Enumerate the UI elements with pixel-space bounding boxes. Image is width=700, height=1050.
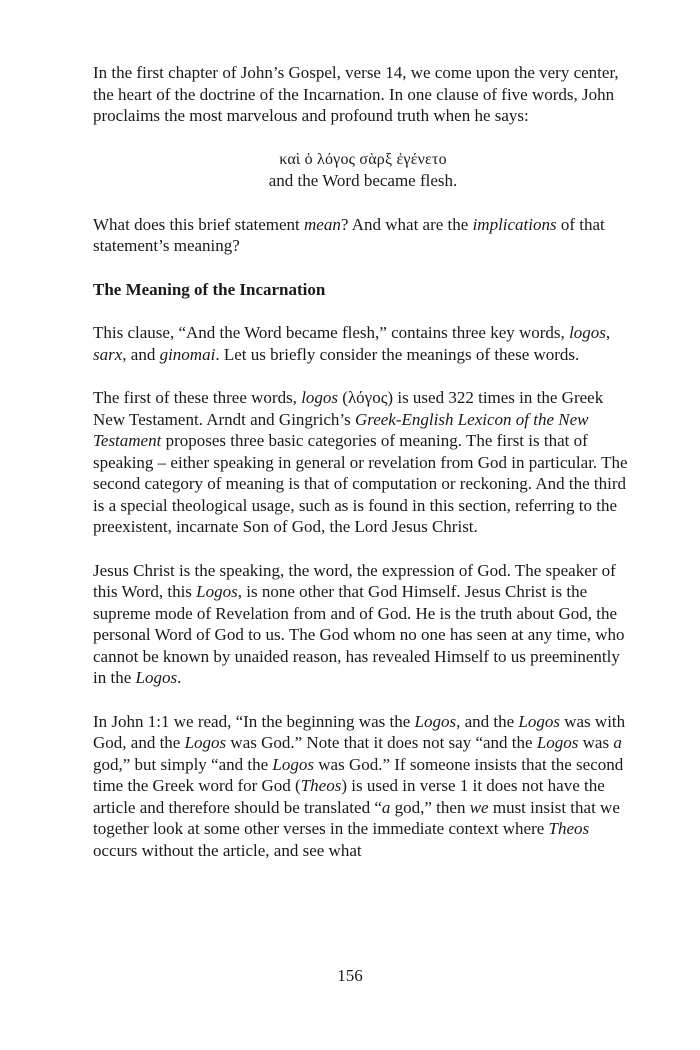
question-paragraph: What does this brief statement mean? And what are the implications of that statement’s meaning? xyxy=(93,214,605,255)
page-number: 156 xyxy=(337,966,363,985)
greek-text: καὶ ὁ λόγος σὰρξ ἐγένετο xyxy=(279,150,447,168)
section-heading: The Meaning of the Incarnation xyxy=(93,279,326,299)
logos-paragraph: The first of these three words, logos (λόγος) is used 322 times in the Greek New Testament. Arndt and Gingrich’s Greek-English Lexicon of the New Testament proposes three basic categories of meaning. The first is that of speaking – either speaking in general or revelation from God in particular. The second category of meaning is that of computation or reckoning. And the third is a special theological usage, such as is found in this section, referring to the preexistent, incarnate Son of God, the Lord Jesus Christ. xyxy=(93,388,628,536)
intro-paragraph: In the first chapter of John’s Gospel, verse 14, we come upon the very center, the heart of the doctrine of the Incarnation. In one clause of five words, John proclaims the most marvelous and profound truth when he says: xyxy=(93,63,619,125)
john-paragraph: In John 1:1 we read, “In the beginning was the Logos, and the Logos was with God, and the Logos was God.” Note that it does not say “and the Logos was a god,” but simply “and the Logos was God.” If someone insists that the second time the Greek word for God (Theos) is used in verse 1 it does not have the article and therefore should be translated “a god,” then we must insist that we together look at some other verses in the immediate context where Theos occurs without the article, and see what xyxy=(93,711,626,860)
clause-paragraph: This clause, “And the Word became flesh,” contains three key words, logos, sarx, and ginomai. Let us briefly consider the meanings of these words. xyxy=(93,323,611,364)
jesus-paragraph: Jesus Christ is the speaking, the word, the expression of God. The speaker of this Word, this Logos, is none other that God Himself. Jesus Christ is the supreme mode of Revelation from and of God. He is the truth about God, the personal Word of God to us. The God whom no one has seen at any time, who cannot be known by unaided reason, has revealed Himself to us preeminently in the Logos. xyxy=(93,560,625,687)
english-translation: and the Word became flesh. xyxy=(268,171,458,190)
greek-quote xyxy=(93,149,633,192)
page-body xyxy=(93,62,633,883)
